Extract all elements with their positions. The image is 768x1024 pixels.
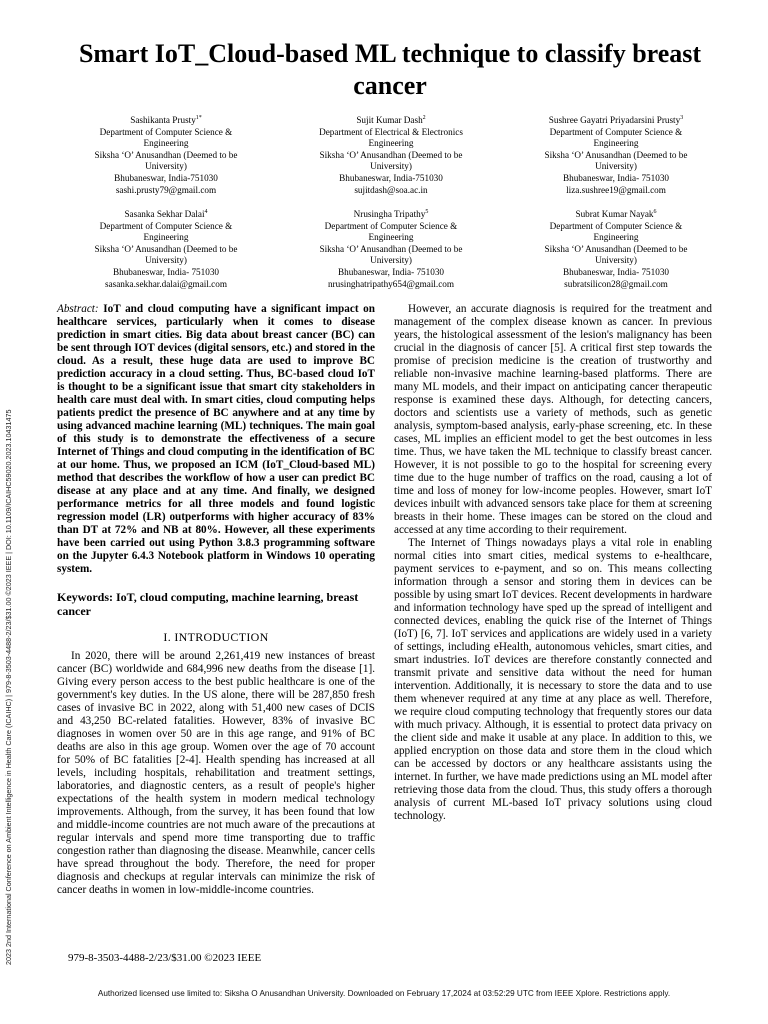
author-card [506,113,726,196]
author-location: Bhubaneswar, India- 751030 [337,267,445,278]
author-email: sujitdash@soa.ac.in [354,184,428,195]
author-affiliation: Siksha ‘O’ Anusandhan (Deemed to be [544,149,688,160]
author-affiliation: Siksha ‘O’ Anusandhan (Deemed to be [94,149,238,160]
author-card [506,207,726,290]
body-paragraph: The Internet of Things nowadays plays a vital role in enabling normal cities into smart cities, medical systems to e-healthcare, payment services to e-payment, and so on. This means collecting information through a sensor and storing them in devices can be possible by using smart IoT devices. Recent developments in hardware and information technology have sped up the spread of intelligent and connected devices, enabling the quick rise of the Internet of Things (IoT) [6, 7]. IoT services and applications are widely used in a variety of settings, including eHealth, autonomous vehicles, smart cities, and smart industries. IoT devices are therefore constantly connected and transmit private and sensitive data without the need for human intervention. Additionally, it is necessary to store the data and to use them whenever required at any time at any place as well. Therefore, we require cloud computing technology that frequently stores our data with much privacy. Although, it is essential to protect data privacy on the client side and make it usable at any place. In addition to this, we applied encryption on those data and store them in the cloud which can be accessed by doctors or any healthcare assistants using the internet. In further, we have made predictions using an ML model after retrieving those data from the cloud. Thus, this study offers a thorough analysis of current ML-based IoT privacy solutions using cloud technology. [394,537,712,822]
intro-paragraph: In 2020, there will be around 2,261,419 new instances of breast cancer (BC) worldwide and 684,996 new deaths from the disease [1]. Giving every person access to the best public healthcare is one of the government's key duties. In the US alone, there will be 287,850 fresh cases of invasive BC in 2022, along with 51,400 new cases of DCIS and 43,250 BC-related fatalities. However, 83% of invasive BC diagnoses in women over 50 are in this age range, and 91% of BC deaths are also in this age group. Women over the age of 70 account for 50% of BC fatalities [2-4]. Health spending has increased at all levels, including hospitals, rehabilitation and treatment settings, laboratories, and diagnostic centers, as a result of people's higher expectations of the health system in modern medical technology improvements. Although, from the survey, it has been found that low and middle-income countries are not much aware of the precautions at regular intervals and spend more time transporting due to traffic congestion rather than diagnosing the disease. Meanwhile, cancer cells have spread throughout the body. Therefore, the need for proper diagnosis and checkups at regular intervals can minimize the risk of cancer deaths in women in low-middle-income countries. [57,650,375,896]
author-dept: Department of Electrical & Electronics [319,126,463,137]
paper-title: Smart IoT_Cloud-based ML technique to classify breast cancer [78,39,702,100]
author-location: Bhubaneswar, India- 751030 [562,267,670,278]
section-heading-introduction: I. INTRODUCTION [163,630,269,644]
footer-license: Authorized licensed use limited to: Siksha O Anusandhan University. Downloaded on February 17,2024 at 03:52:29 UTC from IEEE Xplore. Restrictions apply. [97,989,671,998]
author-email: nrusinghatripathy654@gmail.com [327,278,455,289]
author-dept: Engineering [368,232,414,243]
abstract [57,303,375,576]
author-superscript: 5 [425,209,429,215]
author-card [281,207,501,290]
author-dept: Engineering [143,138,189,149]
author-location: Bhubaneswar, India- 751030 [112,267,220,278]
author-superscript: 4 [204,209,208,215]
author-email: subratsilicon28@gmail.com [564,278,668,289]
conference-sidebar: 2023 2nd International Conference on Ambient Intelligence in Health Care (ICAIHC) | 979-8-3503-4488-2/23/$31.00 ©2023 IEEE | DOI: 10.1109/ICAIHC59020.2023.10431475 [4,409,13,965]
author-affiliation: Siksha ‘O’ Anusandhan (Deemed to be [94,243,238,254]
author-name: Sasanka Sekhar Dalai [124,209,205,220]
abstract-body: IoT and cloud computing have a significant impact on healthcare services, particularly when it comes to disease prediction in smart cities. Big data about breast cancer (BC) can be sent through IOT devices (digital sensors, etc.) and stored in the cloud. As a result, these huge data are used to improve BC prediction accuracy in a cloud setting. Thus, BC-based cloud IoT is thought to be a significant issue that smart city stakeholders in health care must deal with. In smart cities, cloud computing helps patients predict the presence of BC anywhere and at any time by using advanced machine learning (ML) techniques. The main goal of this study is to demonstrate the effectiveness of a secure Internet of Things and cloud computing in the identification of BC at our home. Thus, we proposed an ICM (IoT_Cloud-based ML) method that describes the workflow of how a user can predict BC disease at any place and at any time. And finally, we designed performance metrics for all three models and found logistic regression model (LR) outperforms with higher accuracy of 83% than DT at 72% and NB at 80%. However, all these experiments have been carried out using Python 3.8.3 programming software on the Jupyter 6.4.3 Notebook platform in Windows 10 operating system. [57,303,375,575]
author-dept: Department of Computer Science & [549,220,683,231]
author-card [56,113,276,196]
author-email: sasanka.sekhar.dalai@gmail.com [105,278,227,289]
author-name: Sujit Kumar Dash [356,115,423,126]
author-dept: Department of Computer Science & [549,126,683,137]
author-email: sashi.prusty79@gmail.com [115,184,217,195]
author-affiliation: University) [370,161,412,172]
abstract-lead: Abstract: [57,303,99,315]
author-affiliation: University) [595,161,637,172]
author-location: Bhubaneswar, India-751030 [339,173,443,184]
author-location: Bhubaneswar, India-751030 [114,173,218,184]
author-affiliation: University) [370,255,412,266]
author-dept: Department of Computer Science & [324,220,458,231]
author-card [281,113,501,196]
author-email: liza.sushree19@gmail.com [566,184,666,195]
author-affiliation: University) [595,255,637,266]
author-affiliation: Siksha ‘O’ Anusandhan (Deemed to be [544,243,688,254]
author-affiliation: Siksha ‘O’ Anusandhan (Deemed to be [319,149,463,160]
left-column [57,303,375,897]
author-name: Subrat Kumar Nayak [575,209,654,220]
author-dept: Department of Computer Science & [99,126,233,137]
keywords: Keywords: IoT, cloud computing, machine learning, breast cancer [57,590,359,618]
author-dept: Engineering [593,138,639,149]
author-dept: Engineering [593,232,639,243]
author-superscript: 6 [653,209,657,215]
author-superscript: 3 [680,115,684,121]
author-superscript: 2 [422,115,426,121]
author-dept: Engineering [368,138,414,149]
author-name: Sashikanta Prusty [130,115,196,126]
author-dept: Engineering [143,232,189,243]
author-affiliation: University) [145,161,187,172]
right-column [394,303,712,823]
author-dept: Department of Computer Science & [99,220,233,231]
author-affiliation: Siksha ‘O’ Anusandhan (Deemed to be [319,243,463,254]
author-name: Nrusingha Tripathy [353,209,426,220]
body-paragraph: However, an accurate diagnosis is required for the treatment and management of the complex disease known as cancer. In previous years, the histological assessment of the lesion's malignancy has been crucial in the diagnosis of cancer [5]. A critical first step towards the promise of precision medicine is the creation of trustworthy and reliable non-invasive machine learning-based platforms. There are many ML models, and their impact on anticipating cancer therapeutic response is examined these days. Although, for detecting cancers, doctors and scientists use a variety of methods, such as genetic analysis, symptom-based analysis, early-phase screening, etc. In these cases, ML implies an efficient model to get the best outcomes in less time. Thus, we have taken the ML technique to classify breast cancer. However, it is not possible to go to the hospital for screening every time due to the huge number of traffics on the road, causing a lot of time and loss of money for low-income peoples. However, smart IoT devices inbuilt with advanced sensors take place for them at screening breasts in their home. These images can be stored on the cloud and accessed at any time according to their requirement. [394,303,712,536]
author-name: Sushree Gayatri Priyadarsini Prusty [548,115,681,126]
author-superscript: 1* [195,115,202,121]
author-affiliation: University) [145,255,187,266]
author-card [56,207,276,290]
author-location: Bhubaneswar, India- 751030 [562,173,670,184]
footer-identifier: 979-8-3503-4488-2/23/$31.00 ©2023 IEEE [68,952,262,964]
